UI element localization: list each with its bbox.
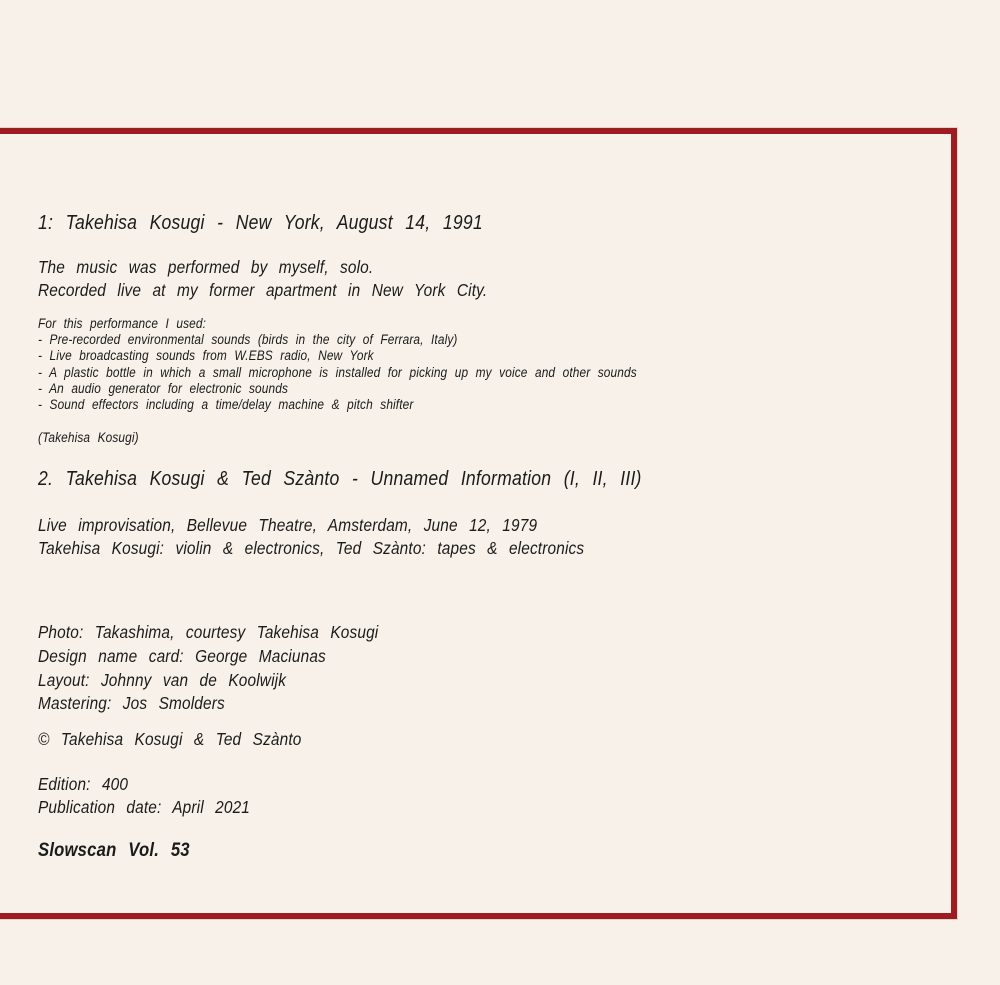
publication-line: Publication date: April 2021 <box>38 797 251 817</box>
track2-description-line: Takehisa Kosugi: violin & electronics, Ted Szànto: tapes & electronics <box>38 537 585 558</box>
track1-description <box>38 256 487 302</box>
equipment-item: - A plastic bottle in which a small microphone is installed for picking up my voice and other sounds <box>38 364 637 380</box>
publication-info <box>38 773 250 819</box>
track1-attribution: (Takehisa Kosugi) <box>38 430 139 445</box>
equipment-item: - Pre-recorded environmental sounds (birds in the city of Ferrara, Italy) <box>38 332 458 348</box>
track1-description-line: Recorded live at my former apartment in New York City. <box>38 280 488 300</box>
equipment-intro: For this performance I used: <box>38 316 207 331</box>
credit-line: Layout: Johnny van de Koolwijk <box>38 669 287 690</box>
track2-description <box>38 514 584 559</box>
track1-description-line: The music was performed by myself, solo. <box>38 257 374 277</box>
equipment-item: - Sound effectors including a time/delay machine & pitch shifter <box>38 397 414 413</box>
credits-list <box>38 621 378 716</box>
track1-equipment-list <box>38 316 637 413</box>
credit-line: Photo: Takashima, courtesy Takehisa Kosugi <box>38 622 379 642</box>
equipment-item: - An audio generator for electronic sounds <box>38 380 289 396</box>
credit-line: Mastering: Jos Smolders <box>38 693 225 714</box>
track1-title: 1: Takehisa Kosugi - New York, August 14, 1991 <box>38 212 483 234</box>
track2-title: 2. Takehisa Kosugi & Ted Szànto - Unnamed Information (I, II, III) <box>38 468 642 490</box>
credit-line: Design name card: George Maciunas <box>38 645 326 666</box>
copyright-line: © Takehisa Kosugi & Ted Szànto <box>38 729 302 749</box>
label-volume: Slowscan Vol. 53 <box>38 840 190 861</box>
equipment-item: - Live broadcasting sounds from W.EBS radio, New York <box>38 348 374 364</box>
track2-description-line: Live improvisation, Bellevue Theatre, Amsterdam, June 12, 1979 <box>38 515 538 535</box>
publication-line: Edition: 400 <box>38 774 129 794</box>
